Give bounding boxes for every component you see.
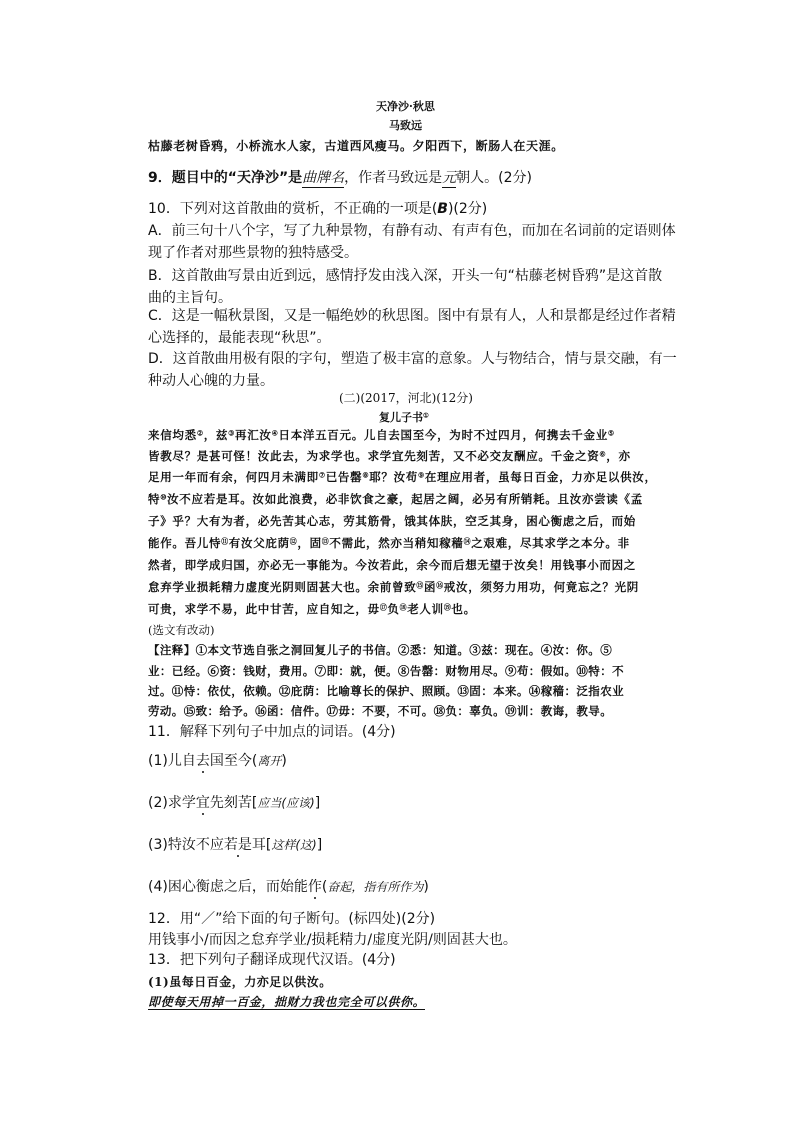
poem-author: 马致远 — [389, 119, 422, 132]
passage-line-1: 来信均悉②，兹③再汇汝④日本洋五百元。儿自去国至今，为时不过四月，何携去千金业⑤ — [148, 428, 615, 442]
q9-post: 朝人。(2分) — [456, 170, 532, 186]
q10-option-c-line1: C．这是一幅秋景图，又是一幅绝妙的秋思图。图中有景有人，人和景都是经过作者精 — [148, 308, 676, 324]
q11-sub-2: (2)求学宜先刻苦[应当(应该)] — [148, 795, 321, 811]
notes-line-3: 过。⑪恃：依仗，依赖。⑫庇荫：比喻尊长的保护、照顾。⑬固：本来。⑭稼穑：泛指农业 — [148, 684, 624, 698]
q11-dotted-word-1: 去 — [195, 753, 210, 769]
question-11: 11．解释下列句子中加点的词语。(4分) — [148, 724, 396, 740]
q11-answer-3: 这样(这) — [271, 838, 317, 852]
q13-sub-1: (1)虽每日百金，力亦足以供汝。 — [148, 975, 332, 989]
passage-line-9: 可贵，求学不易，此中甘苦，应自知之，毋⑰负⑱老人训⑲也。 — [148, 602, 476, 616]
q11-answer-4: 奋起，指有所作为 — [327, 880, 424, 894]
notes-line-2: 业：已经。⑥资：钱财，费用。⑦即：就，便。⑧告罄：财物用尽。⑨苟：假如。⑩特：不 — [148, 664, 624, 678]
q10-option-d-line1: D．这首散曲用极有限的字句，塑造了极丰富的意象。人与物结合，情与景交融，有一 — [148, 351, 677, 367]
q10-option-d-line2: 种动人心魄的力量。 — [148, 373, 274, 389]
q11-sub-4: (4)困心衡虑之后，而始能作(奋起，指有所作为) — [148, 879, 429, 895]
passage-line-6: 能作。吾儿恃⑪有汝父庇荫⑫，固⑬不需此，然亦当稍知稼穑⑭之艰难，尽其求学之本分。非 — [148, 536, 630, 550]
passage-source-note: (选文有改动) — [148, 623, 215, 637]
q11-dotted-word-3: 若是 — [223, 837, 252, 853]
passage-line-8: 怠弃学业损耗精力虚度光阴则固甚大也。余前曾致⑮函⑯戒汝，须努力用功，何竟忘之？光阴 — [148, 580, 639, 594]
q10-option-c-line2: 心选择的，最能表现“秋思”。 — [148, 330, 331, 346]
question-13: 13．把下列句子翻译成现代汉语。(4分) — [148, 952, 396, 968]
q9-mid: ，作者马致远是 — [344, 170, 443, 186]
q12-answer: 用钱事小/而因之怠弃学业/损耗精力/虚度光阴/则固甚大也。 — [148, 932, 517, 948]
poem-title: 天净沙·秋思 — [376, 100, 435, 113]
q9-pre: 9．题目中的“天净沙”是 — [148, 170, 303, 186]
notes-line-4: 劳动。⑮致：给予。⑯函：信件。⑰毋：不要，不可。⑱负：辜负。⑲训：教诲，教导。 — [148, 704, 613, 718]
q10-pre: 10．下列对这首散曲的赏析，不正确的一项是( — [148, 201, 438, 217]
question-10 — [148, 202, 487, 216]
passage-line-4: 特⑩汝不应若是耳。汝如此浪费，必非饮食之豪，起居之阔，必另有所销耗。且汝亦尝读《孟 — [148, 492, 643, 506]
q11-sub-1: (1)儿自去国至今(离开) — [148, 753, 287, 769]
q10-option-b-line2: 曲的主旨句。 — [148, 290, 232, 306]
passage-line-7: 然者，即学成归国，亦必无一事能为。今汝若此，余今而后想无望于汝矣！用钱事小而因之 — [148, 558, 636, 572]
poem-text: 枯藤老树昏鸦，小桥流水人家，古道西风瘦马。夕阳西下，断肠人在天涯。 — [148, 139, 564, 153]
q9-answer-1: 曲牌名 — [302, 170, 345, 186]
passage-line-5: 子》乎？大有为者，必先苦其心志，劳其筋骨，饿其体肤，空乏其身，困心衡虑之后，而始 — [148, 514, 636, 528]
passage-line-2: 皆教尽？是甚可怪！汝此去，为求学也。求学宜先刻苦，又不必交友酬应。千金之资⑥，亦 — [148, 449, 631, 463]
notes-line-1: 【注释】①本文节选自张之洞回复儿子的书信。②悉：知道。③兹：现在。④汝：你。⑤ — [148, 643, 613, 657]
q11-sub-3: (3)特汝不应若是耳[这样(这)] — [148, 837, 323, 853]
passage-title: 复儿子书① — [379, 411, 429, 424]
q10-option-b-line1: B．这首散曲写景由近到远，感情抒发由浅入深，开头一句“枯藤老树昏鸦”是这首散 — [148, 268, 663, 284]
q10-post: )(2分) — [447, 201, 488, 217]
section-2-heading: (二)(2017，河北)(12分) — [339, 391, 473, 405]
q11-dotted-word-2: 宜 — [195, 795, 210, 811]
q9-answer-2: 元 — [442, 170, 457, 186]
q10-option-a-line2: 现了作者对那些景物的独特感受。 — [148, 245, 358, 261]
q13-answer-1: 即使每天用掉一百金，拙财力我也完全可以供你。 — [148, 995, 426, 1009]
q11-answer-1: 离开 — [257, 754, 282, 768]
q10-answer: B — [437, 201, 448, 217]
q11-dotted-word-4: 作 — [307, 879, 322, 895]
q11-answer-2: 应当(应该) — [257, 796, 315, 810]
question-9 — [148, 171, 532, 185]
question-12: 12．用“／”给下面的句子断句。(标四处)(2分) — [148, 911, 436, 927]
q10-option-a-line1: A．前三句十八个字，写了九种景物，有静有动、有声有色，而加在名词前的定语则体 — [148, 223, 676, 239]
passage-line-3: 足用一年而有余，何四月未满即⑦已告罄⑧耶？汝苟⑨在理应用者，虽每日百金，力亦足以供汝， — [148, 470, 657, 484]
